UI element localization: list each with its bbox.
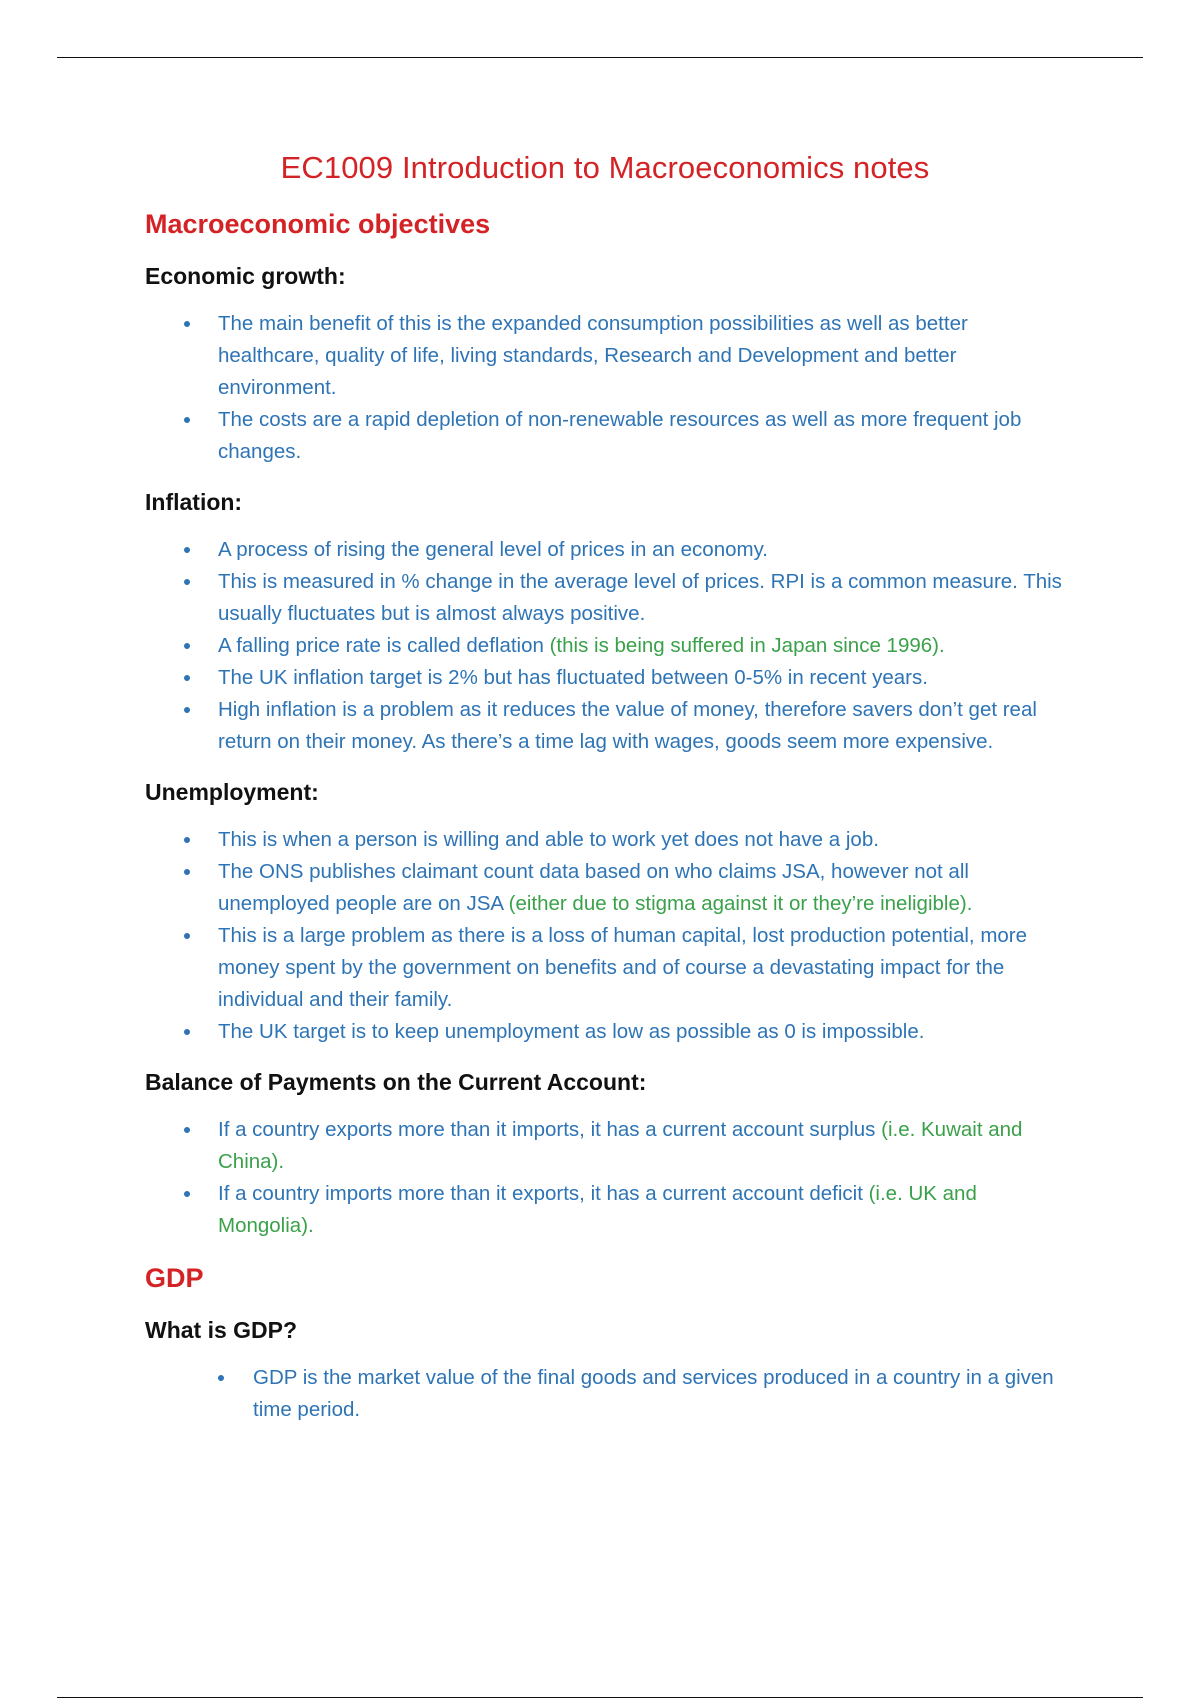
top-rule [57, 57, 1143, 58]
list-item-text: This is measured in % change in the average level of prices. RPI is a common measure. This usually fluctuates but is almost always positive. [218, 570, 1062, 625]
bullet-icon [184, 321, 190, 327]
list-item [145, 566, 1065, 630]
list-item [145, 1362, 1065, 1426]
bullet-icon [184, 1191, 190, 1197]
list-item [145, 694, 1065, 758]
list-item [145, 1178, 1065, 1242]
subheading-unemployment: Unemployment: [145, 779, 319, 805]
subheading-inflation: Inflation: [145, 489, 243, 515]
list-item [145, 824, 1065, 856]
list-item-text: High inflation is a problem as it reduces the value of money, therefore savers don’t get real return on their money. As there’s a time lag with wages, goods seem more expensive. [218, 698, 1037, 753]
list-item [145, 404, 1065, 468]
list-item-text: A process of rising the general level of prices in an economy. [218, 538, 768, 561]
subheading-what-is-gdp: What is GDP? [145, 1317, 298, 1343]
list-item [145, 920, 1065, 1016]
bullet-icon [184, 1029, 190, 1035]
bullet-icon [184, 869, 190, 875]
list-item-note: (either due to stigma against it or they’re ineligible). [508, 892, 973, 915]
list-item-text: The costs are a rapid depletion of non-renewable resources as well as more frequent job changes. [218, 408, 1022, 463]
bullet-icon [184, 417, 190, 423]
list-item-text: This is when a person is willing and able to work yet does not have a job. [218, 828, 879, 851]
list-item-text: The ONS publishes claimant count data based on who claims JSA, however not all unemployed people are on JSA [218, 860, 969, 915]
list-item-text: If a country exports more than it imports, it has a current account surplus [218, 1118, 882, 1141]
bullet-list-what-is-gdp [145, 1362, 1065, 1426]
list-item [145, 662, 1065, 694]
list-item-text: The UK inflation target is 2% but has fluctuated between 0-5% in recent years. [218, 666, 928, 689]
bullet-icon [184, 675, 190, 681]
list-item [145, 630, 1065, 662]
bullet-list-balance-of-payments [145, 1114, 1065, 1242]
subheading-balance-of-payments: Balance of Payments on the Current Account: [145, 1069, 647, 1095]
list-item [145, 534, 1065, 566]
document-page [145, 148, 1065, 1426]
bullet-list-unemployment [145, 824, 1065, 1048]
list-item-note: (i.e. UK and Mongolia). [218, 1182, 977, 1237]
list-item-text: This is a large problem as there is a loss of human capital, lost production potential, more money spent by the government on benefits and of course a devastating impact for the individual and their family. [218, 924, 1028, 1011]
bullet-icon [184, 547, 190, 553]
bullet-icon [184, 579, 190, 585]
list-item-text: The main benefit of this is the expanded consumption possibilities as well as better healthcare, quality of life, living standards, Research and Development and better environment. [218, 312, 968, 399]
list-item [145, 308, 1065, 404]
section-heading-macroeconomic-objectives: Macroeconomic objectives [145, 209, 491, 239]
list-item [145, 856, 1065, 920]
list-item [145, 1114, 1065, 1178]
bullet-icon [184, 707, 190, 713]
bullet-icon [184, 1127, 190, 1133]
subheading-economic-growth: Economic growth: [145, 263, 346, 289]
section-heading-gdp: GDP [145, 1263, 204, 1293]
bullet-list-inflation [145, 534, 1065, 758]
list-item-text: The UK target is to keep unemployment as low as possible as 0 is impossible. [218, 1020, 925, 1043]
list-item-text: GDP is the market value of the final goods and services produced in a country in a given time period. [253, 1366, 1054, 1421]
bullet-icon [218, 1375, 224, 1381]
bullet-icon [184, 643, 190, 649]
document-title: EC1009 Introduction to Macroeconomics notes [280, 150, 930, 185]
bullet-list-economic-growth [145, 308, 1065, 468]
list-item-note: (this is being suffered in Japan since 1996). [549, 634, 945, 657]
bottom-rule [57, 1697, 1143, 1698]
list-item-text: If a country imports more than it exports, it has a current account deficit [218, 1182, 869, 1205]
list-item-text: A falling price rate is called deflation [218, 634, 550, 657]
bullet-icon [184, 837, 190, 843]
bullet-icon [184, 933, 190, 939]
list-item-note: (i.e. Kuwait and China). [218, 1118, 1023, 1173]
list-item [145, 1016, 1065, 1048]
